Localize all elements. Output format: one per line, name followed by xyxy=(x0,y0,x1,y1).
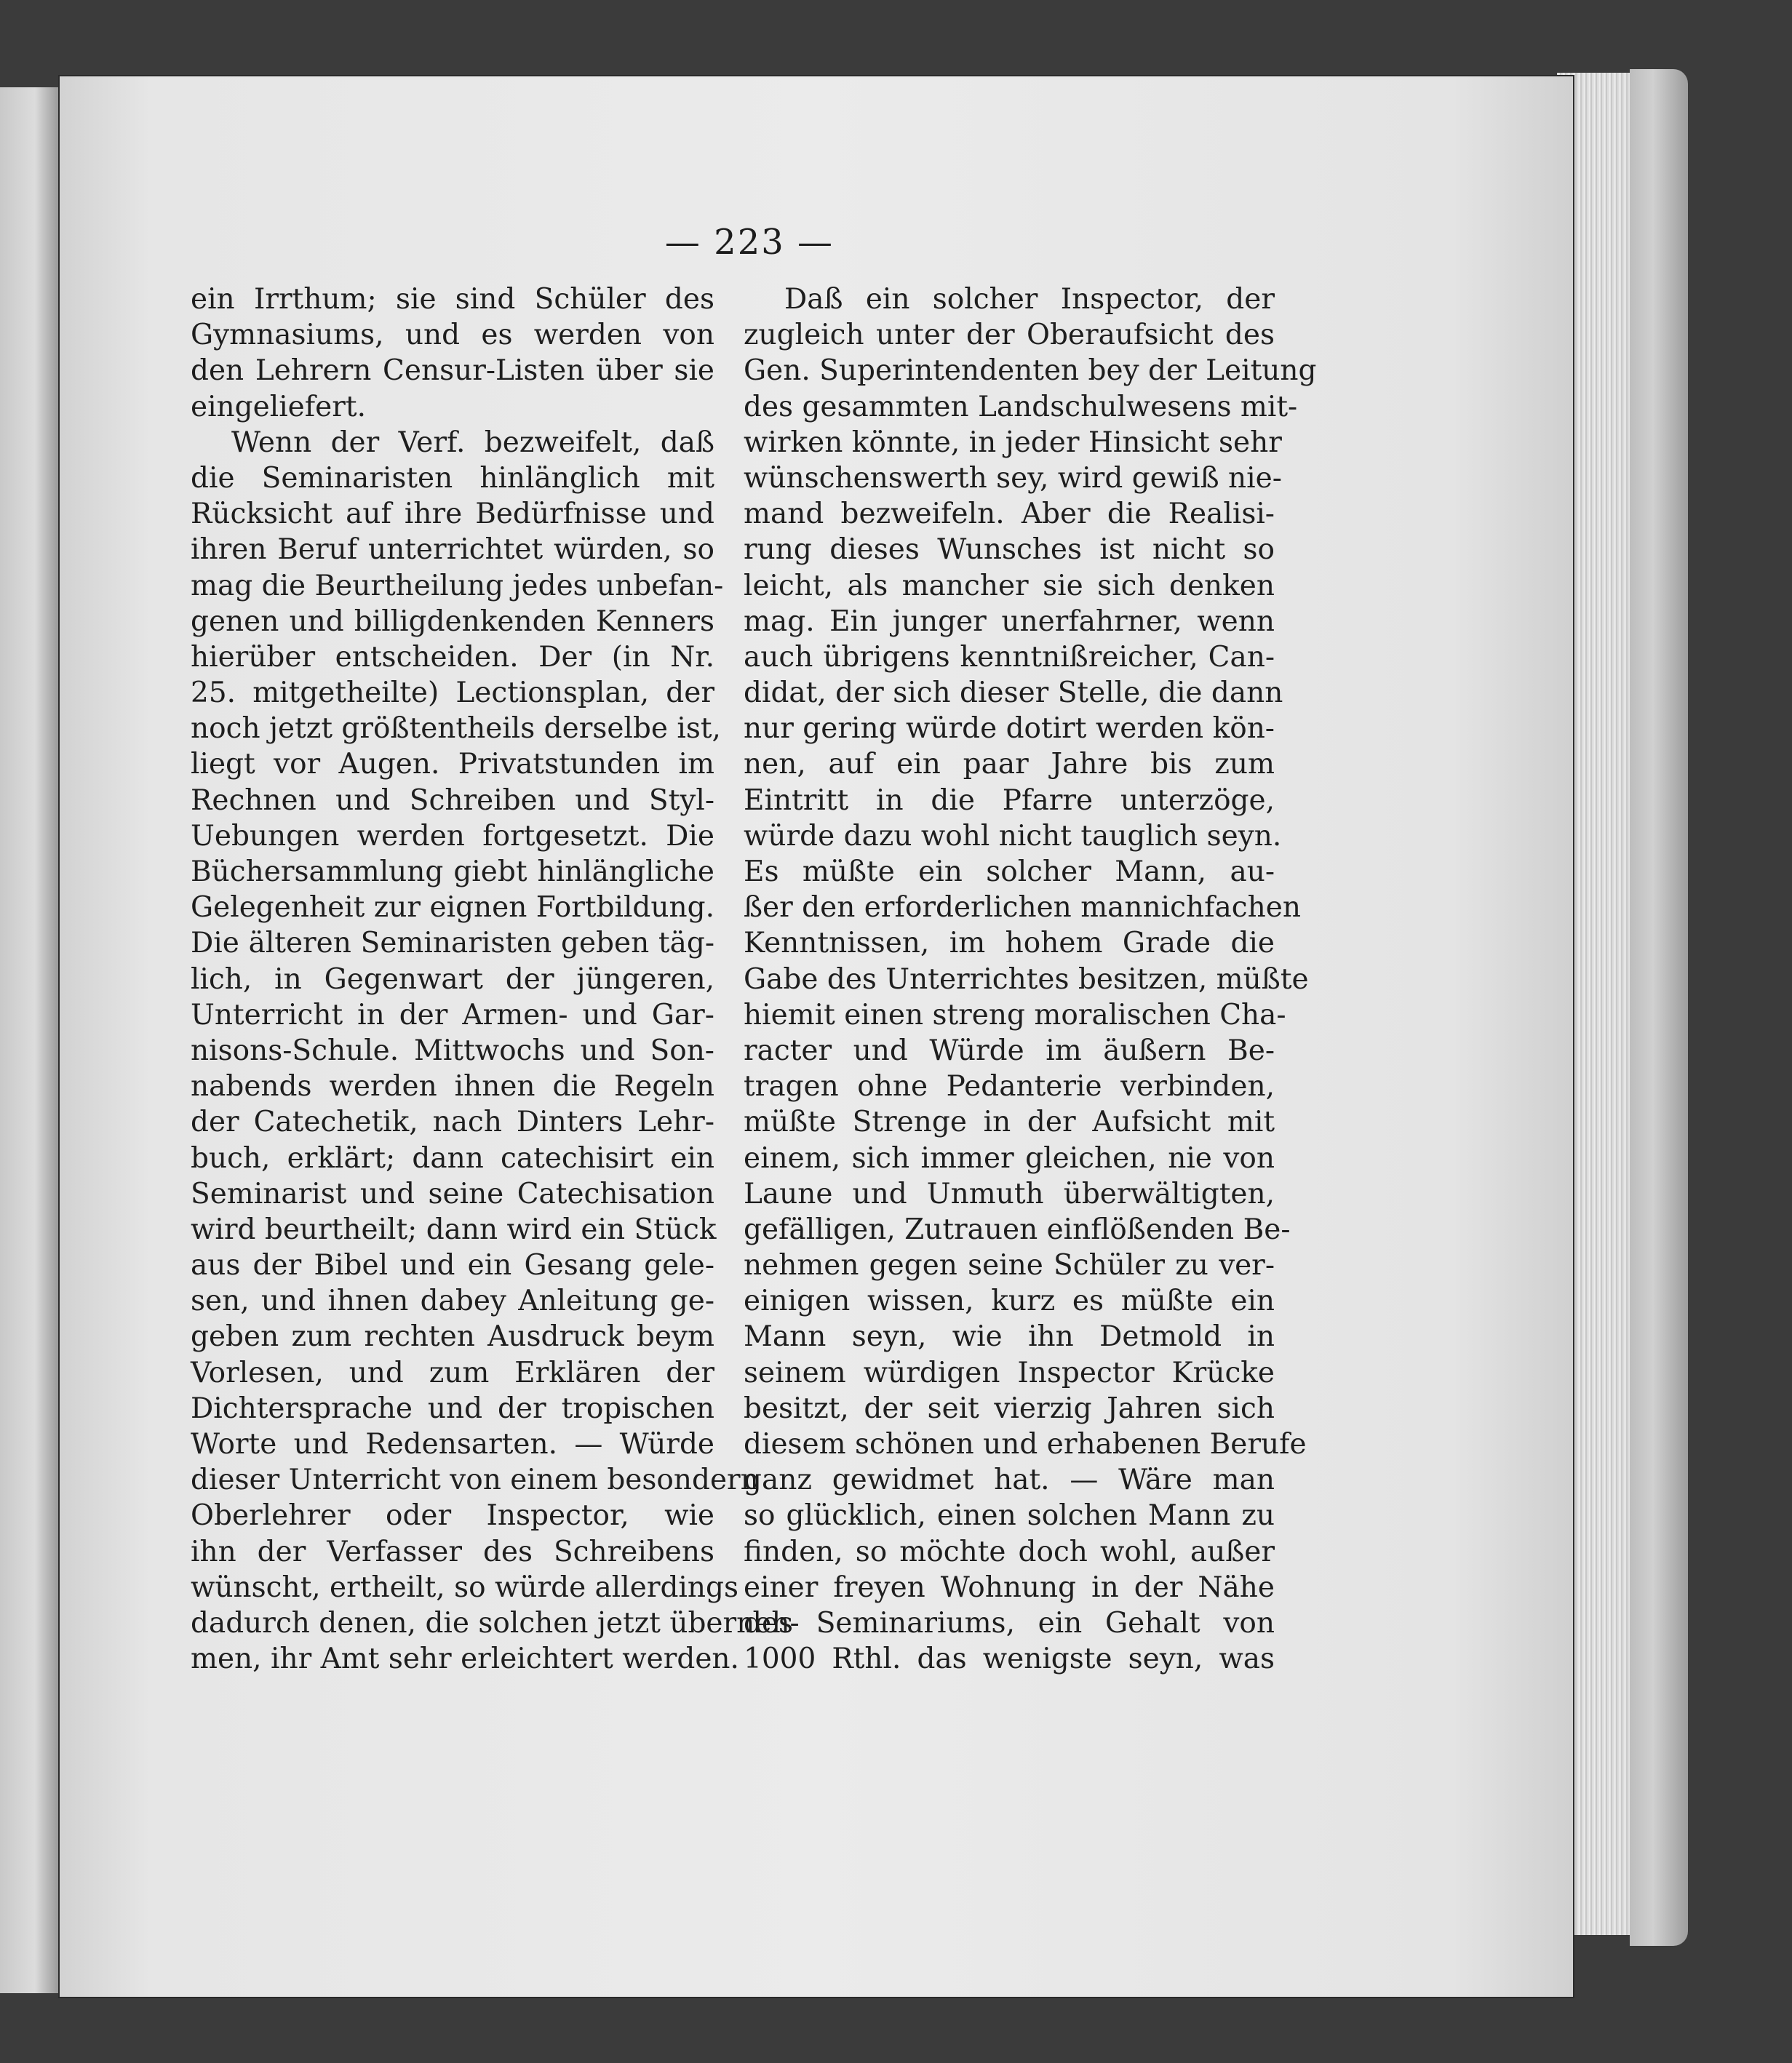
text-line: mag die Beurtheilung jedes unbefan- xyxy=(191,569,724,602)
text-line: einem, sich immer gleichen, nie von xyxy=(744,1141,1275,1175)
text-line: sen, und ihnen dabey Anleitung ge- xyxy=(191,1285,714,1318)
text-line: Daß ein solcher Inspector, der xyxy=(784,283,1275,316)
text-line: Gymnasiums, und es werden von xyxy=(191,319,714,352)
text-line: buch, erklärt; dann catechisirt ein xyxy=(191,1141,714,1175)
text-line: Gen. Superintendenten bey der Leitung xyxy=(744,354,1317,388)
text-line: racter und Würde im äußern Be- xyxy=(744,1034,1275,1067)
page-number: — 223 — xyxy=(664,222,835,263)
text-line: wünscht, ertheilt, so würde allerdings xyxy=(191,1571,738,1604)
text-line: Rechnen und Schreiben und Styl- xyxy=(191,783,714,817)
text-line: tragen ohne Pedanterie verbinden, xyxy=(744,1070,1275,1104)
text-line: ßer den erforderlichen mannichfachen xyxy=(744,891,1301,925)
text-line: mand bezweifeln. Aber die Realisi- xyxy=(744,498,1275,531)
text-line: nisons-Schule. Mittwochs und Son- xyxy=(191,1034,714,1067)
text-line: Seminarist und seine Catechisation xyxy=(191,1177,714,1210)
text-line: auch übrigens kenntnißreicher, Can- xyxy=(744,640,1275,674)
text-line: mag. Ein junger unerfahrner, wenn xyxy=(744,604,1275,638)
text-line: Es müßte ein solcher Mann, au- xyxy=(744,855,1275,888)
text-line: Dichtersprache und der tropischen xyxy=(191,1392,714,1425)
text-line: zugleich unter der Oberaufsicht des xyxy=(744,319,1275,352)
text-line: Rücksicht auf ihre Bedürfnisse und xyxy=(191,498,714,531)
text-line: eingeliefert. xyxy=(191,390,366,423)
text-line: wird beurtheilt; dann wird ein Stück xyxy=(191,1213,717,1246)
text-line: 1000 Rthl. das wenigste seyn, was xyxy=(744,1643,1275,1676)
text-line: rung dieses Wunsches ist nicht so xyxy=(744,533,1275,567)
text-line: Oberlehrer oder Inspector, wie xyxy=(191,1499,714,1533)
text-line: müßte Strenge in der Aufsicht mit xyxy=(744,1106,1275,1139)
text-line: Unterricht in der Armen- und Gar- xyxy=(191,998,714,1032)
text-line: noch jetzt größtentheils derselbe ist, xyxy=(191,712,721,746)
text-line: geben zum rechten Ausdruck beym xyxy=(191,1320,714,1354)
text-line: ihren Beruf unterrichtet würden, so xyxy=(191,533,714,567)
text-line: hiemit einen streng moralischen Cha- xyxy=(744,998,1286,1032)
text-line: nen, auf ein paar Jahre bis zum xyxy=(744,748,1275,781)
text-line: Wenn der Verf. bezweifelt, daß xyxy=(231,426,714,459)
text-line: würde dazu wohl nicht tauglich seyn. xyxy=(744,819,1282,853)
text-line: hierüber entscheiden. Der (in Nr. xyxy=(191,640,714,674)
text-line: finden, so möchte doch wohl, außer xyxy=(744,1535,1275,1568)
text-line: seinem würdigen Inspector Krücke xyxy=(744,1356,1275,1389)
text-line: nabends werden ihnen die Regeln xyxy=(191,1070,714,1104)
text-line: leicht, als mancher sie sich denken xyxy=(744,569,1275,602)
text-line: didat, der sich dieser Stelle, die dann xyxy=(744,677,1283,710)
text-line: nur gering würde dotirt werden kön- xyxy=(744,712,1275,746)
text-line: nehmen gegen seine Schüler zu ver- xyxy=(744,1249,1275,1282)
text-line: Uebungen werden fortgesetzt. Die xyxy=(191,819,714,853)
text-line: so glücklich, einen solchen Mann zu xyxy=(744,1499,1275,1533)
text-line: die Seminaristen hinlänglich mit xyxy=(191,461,714,495)
book-cover-edge xyxy=(1630,69,1688,1946)
text-line: einer freyen Wohnung in der Nähe xyxy=(744,1571,1275,1604)
text-line: Die älteren Seminaristen geben täg- xyxy=(191,927,714,960)
text-line: ein Irrthum; sie sind Schüler des xyxy=(191,283,714,316)
text-line: den Lehrern Censur-Listen über sie xyxy=(191,354,714,388)
text-line: Kenntnissen, im hohem Grade die xyxy=(744,927,1275,960)
text-line: Mann seyn, wie ihn Detmold in xyxy=(744,1320,1275,1354)
text-line: Gelegenheit zur eignen Fortbildung. xyxy=(191,891,714,925)
left-text-column xyxy=(191,282,800,1677)
text-line: lich, in Gegenwart der jüngeren, xyxy=(191,962,714,996)
text-line: wünschenswerth sey, wird gewiß nie- xyxy=(744,461,1282,495)
text-line: aus der Bibel und ein Gesang gele- xyxy=(191,1249,714,1282)
text-line: besitzt, der seit vierzig Jahren sich xyxy=(744,1392,1275,1425)
previous-page-edge xyxy=(0,87,58,1993)
text-line: einigen wissen, kurz es müßte ein xyxy=(744,1285,1275,1318)
text-line: der Catechetik, nach Dinters Lehr- xyxy=(191,1106,714,1139)
text-line: wirken könnte, in jeder Hinsicht sehr xyxy=(744,426,1282,459)
text-line: dieser Unterricht von einem besondern xyxy=(191,1464,759,1497)
text-line: men, ihr Amt sehr erleichtert werden. xyxy=(191,1643,739,1676)
text-line: des Seminariums, ein Gehalt von xyxy=(744,1606,1275,1640)
text-line: liegt vor Augen. Privatstunden im xyxy=(191,748,714,781)
text-line: Büchersammlung giebt hinlängliche xyxy=(191,855,714,888)
text-line: Worte und Redensarten. — Würde xyxy=(191,1428,714,1461)
text-line: ihn der Verfasser des Schreibens xyxy=(191,1535,714,1568)
text-line: genen und billigdenkenden Kenners xyxy=(191,604,714,638)
text-line: des gesammten Landschulwesens mit- xyxy=(744,390,1298,423)
text-line: dadurch denen, die solchen jetzt überneh- xyxy=(191,1606,800,1640)
text-line: Vorlesen, und zum Erklären der xyxy=(191,1356,714,1389)
text-line: diesem schönen und erhabenen Berufe xyxy=(744,1428,1307,1461)
text-line: Eintritt in die Pfarre unterzöge, xyxy=(744,783,1275,817)
text-line: ganz gewidmet hat. — Wäre man xyxy=(744,1464,1275,1497)
text-line: Laune und Unmuth überwältigten, xyxy=(744,1177,1275,1210)
right-text-column xyxy=(744,282,1317,1677)
text-line: gefälligen, Zutrauen einflößenden Be- xyxy=(744,1213,1291,1246)
text-line: Gabe des Unterrichtes besitzen, müßte xyxy=(744,962,1309,996)
text-line: 25. mitgetheilte) Lectionsplan, der xyxy=(191,677,714,710)
